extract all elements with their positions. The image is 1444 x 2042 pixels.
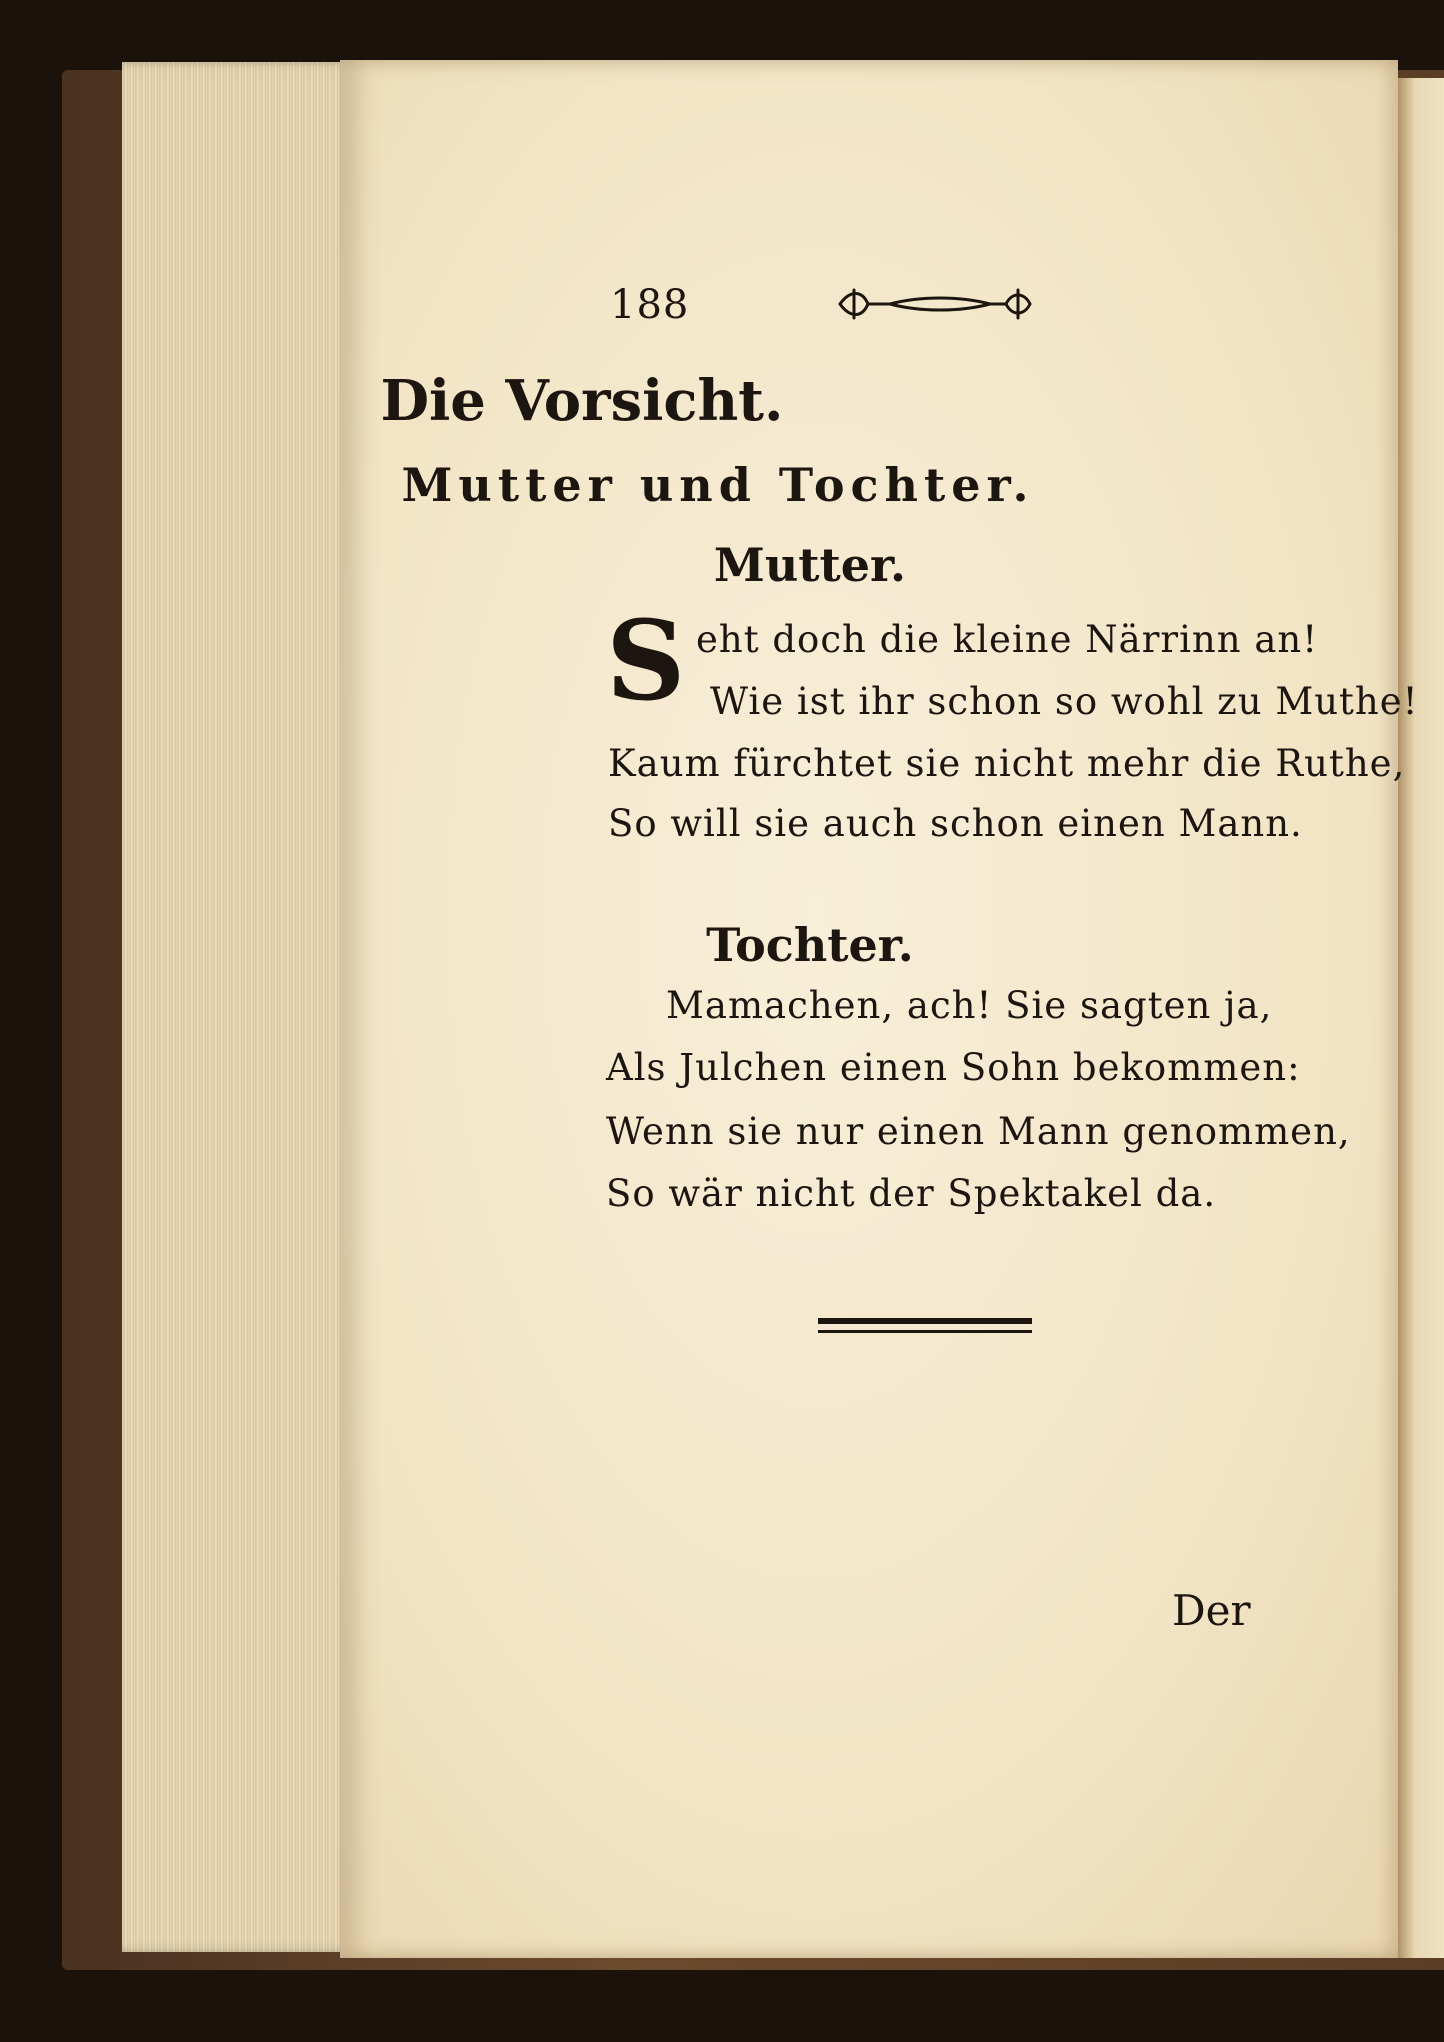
verse-line: So will sie auch schon einen Mann. xyxy=(608,802,1303,845)
verse-line: So wär nicht der Spektakel da. xyxy=(606,1172,1217,1215)
verse-line: eht doch die kleine Närrinn an! xyxy=(696,618,1319,661)
catchword: Der xyxy=(1172,1586,1251,1635)
drop-cap: S xyxy=(606,596,686,725)
closing-rule-thin xyxy=(818,1330,1032,1333)
speaker-mutter: Mutter. xyxy=(713,538,907,592)
verse-line: Als Julchen einen Sohn bekommen: xyxy=(606,1046,1301,1089)
ornament-icon xyxy=(830,282,1040,326)
page-edges xyxy=(122,62,354,1952)
closing-rule xyxy=(818,1318,1032,1324)
verse-line: Wie ist ihr schon so wohl zu Muthe! xyxy=(710,680,1419,723)
poem-title: Die Vorsicht. xyxy=(380,368,784,434)
speaker-tochter: Tochter. xyxy=(706,918,914,972)
verse-line: Kaum fürchtet sie nicht mehr die Ruthe, xyxy=(608,742,1406,785)
poem-subtitle: Mutter und Tochter. xyxy=(401,458,1035,512)
verse-line: Wenn sie nur einen Mann genommen, xyxy=(606,1110,1351,1153)
page-number: 188 xyxy=(610,282,690,328)
verse-line: Mamachen, ach! Sie sagten ja, xyxy=(666,984,1273,1027)
facing-page-edge xyxy=(1396,78,1444,1958)
